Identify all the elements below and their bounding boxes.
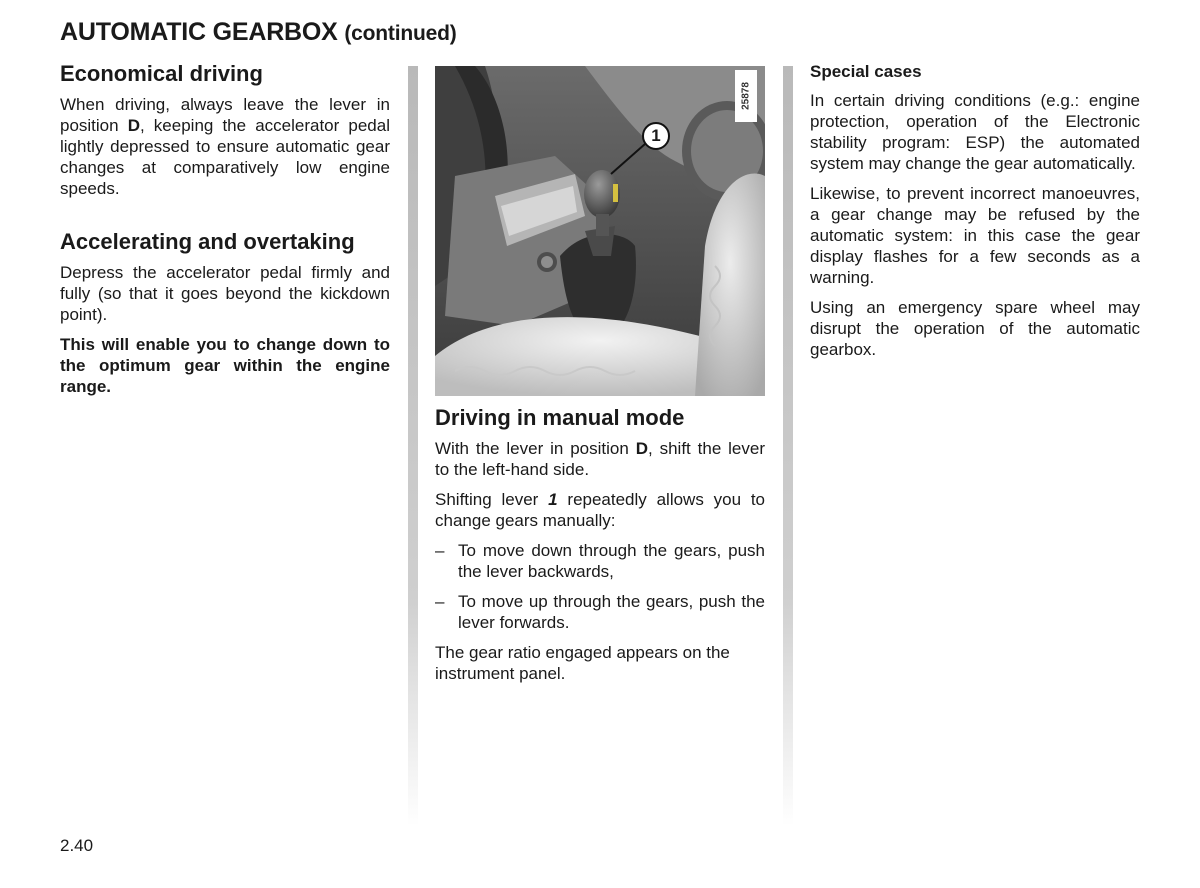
manual-mode-text-1: With the lever in position D, shift the lever to the left-hand side. bbox=[435, 439, 765, 479]
manual-mode-heading: Driving in manual mode bbox=[435, 405, 685, 430]
accelerating-heading: Accelerating and overtaking bbox=[60, 229, 355, 254]
economical-driving-heading: Economical driving bbox=[60, 61, 263, 86]
column-divider-left bbox=[408, 66, 418, 826]
left-column bbox=[60, 60, 390, 406]
column-divider-right bbox=[783, 66, 793, 826]
economical-driving-text: When driving, always leave the lever in position D, keeping the accelerator pedal lightly depressed to ensure automatic gear changes at comparatively low engine speeds. bbox=[60, 95, 390, 198]
title-suffix: (continued) bbox=[344, 22, 457, 45]
gear-lever-illustration bbox=[435, 66, 765, 396]
list-item: – To move up through the gears, push the lever forwards. bbox=[435, 591, 765, 633]
page-number: 2.40 bbox=[60, 836, 94, 855]
manual-mode-text-2: Shifting lever 1 repeatedly allows you to change gears manually: bbox=[435, 490, 765, 530]
title-main: AUTOMATIC GEARBOX bbox=[60, 18, 338, 46]
right-column bbox=[810, 60, 1140, 369]
special-cases-text-3: Using an emergency spare wheel may disrupt the operation of the automatic gearbox. bbox=[810, 298, 1140, 359]
list-item: – To move down through the gears, push the lever backwards, bbox=[435, 540, 765, 582]
figure-code: 25878 bbox=[735, 70, 757, 122]
gear-lever-photo bbox=[435, 66, 765, 396]
page-title bbox=[60, 18, 457, 47]
callout-lever-1: 1 bbox=[642, 122, 670, 150]
accelerating-note: This will enable you to change down to the optimum gear within the engine range. bbox=[60, 335, 390, 396]
manual-mode-text-3: The gear ratio engaged appears on the instrument panel. bbox=[435, 643, 730, 683]
special-cases-text-2: Likewise, to prevent incorrect manoeuvres, a gear change may be refused by the automatic system: in this case the gear display flashes for a few seconds as a warning. bbox=[810, 184, 1140, 287]
middle-column bbox=[435, 60, 765, 693]
special-cases-heading: Special cases bbox=[810, 62, 922, 81]
special-cases-text-1: In certain driving conditions (e.g.: engine protection, operation of the Electronic stability program: ESP) the automated system may change the gear automatically. bbox=[810, 91, 1140, 173]
accelerating-text: Depress the accelerator pedal firmly and fully (so that it goes beyond the kickdown point). bbox=[60, 263, 390, 324]
gear-shift-list bbox=[435, 540, 765, 633]
